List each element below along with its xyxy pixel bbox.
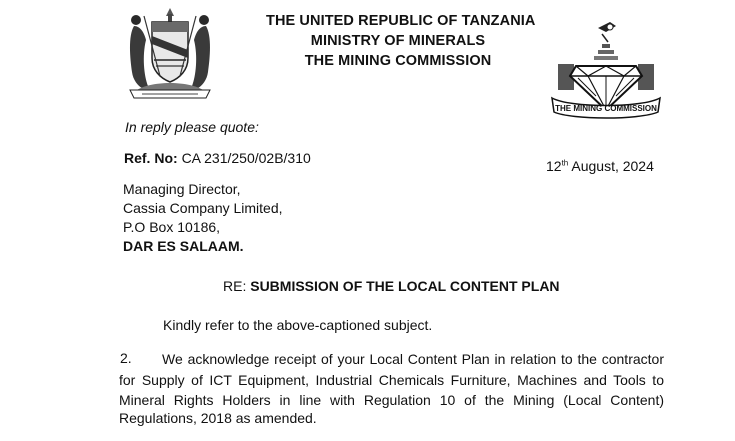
paragraph-1: Kindly refer to the above-captioned subject.	[163, 317, 433, 333]
header-republic: THE UNITED REPUBLIC OF TANZANIA	[266, 13, 536, 29]
subject-line	[223, 278, 560, 294]
paragraph-2-line-2: for Supply of ICT Equipment, Industrial Chemicals Furniture, Machines and Tools to	[119, 372, 664, 388]
date-month-year: August, 2024	[568, 158, 654, 174]
paragraph-2-number: 2.	[120, 350, 132, 366]
letter-date	[546, 158, 654, 174]
address-line-3: P.O Box 10186,	[123, 219, 221, 235]
header-commission: THE MINING COMMISSION	[304, 53, 492, 69]
ref-label: Ref. No:	[124, 150, 178, 166]
subject-prefix: RE:	[223, 278, 247, 294]
emblem-ribbon-text: THE MINING COMMISSION	[555, 104, 657, 113]
date-suffix: th	[561, 158, 569, 168]
paragraph-2-line-1: We acknowledge receipt of your Local Content Plan in relation to the contractor	[162, 351, 664, 367]
address-line-4: DAR ES SALAAM.	[123, 238, 244, 254]
reference-number	[124, 150, 311, 166]
coat-of-arms-icon	[124, 6, 216, 100]
paragraph-2-line-4: Regulations, 2018 as amended.	[119, 410, 317, 426]
diamond-emblem-icon	[550, 14, 662, 120]
address-line-1: Managing Director,	[123, 181, 241, 197]
header-ministry: MINISTRY OF MINERALS	[310, 33, 486, 49]
paragraph-2-line-3: Mineral Rights Holders in line with Regulation 10 of the Mining (Local Content)	[119, 392, 664, 408]
date-day: 12	[546, 158, 562, 174]
address-line-2: Cassia Company Limited,	[123, 200, 283, 216]
reply-quote: In reply please quote:	[125, 119, 259, 135]
ref-value: CA 231/250/02B/310	[181, 150, 311, 166]
subject-title: SUBMISSION OF THE LOCAL CONTENT PLAN	[250, 278, 560, 294]
